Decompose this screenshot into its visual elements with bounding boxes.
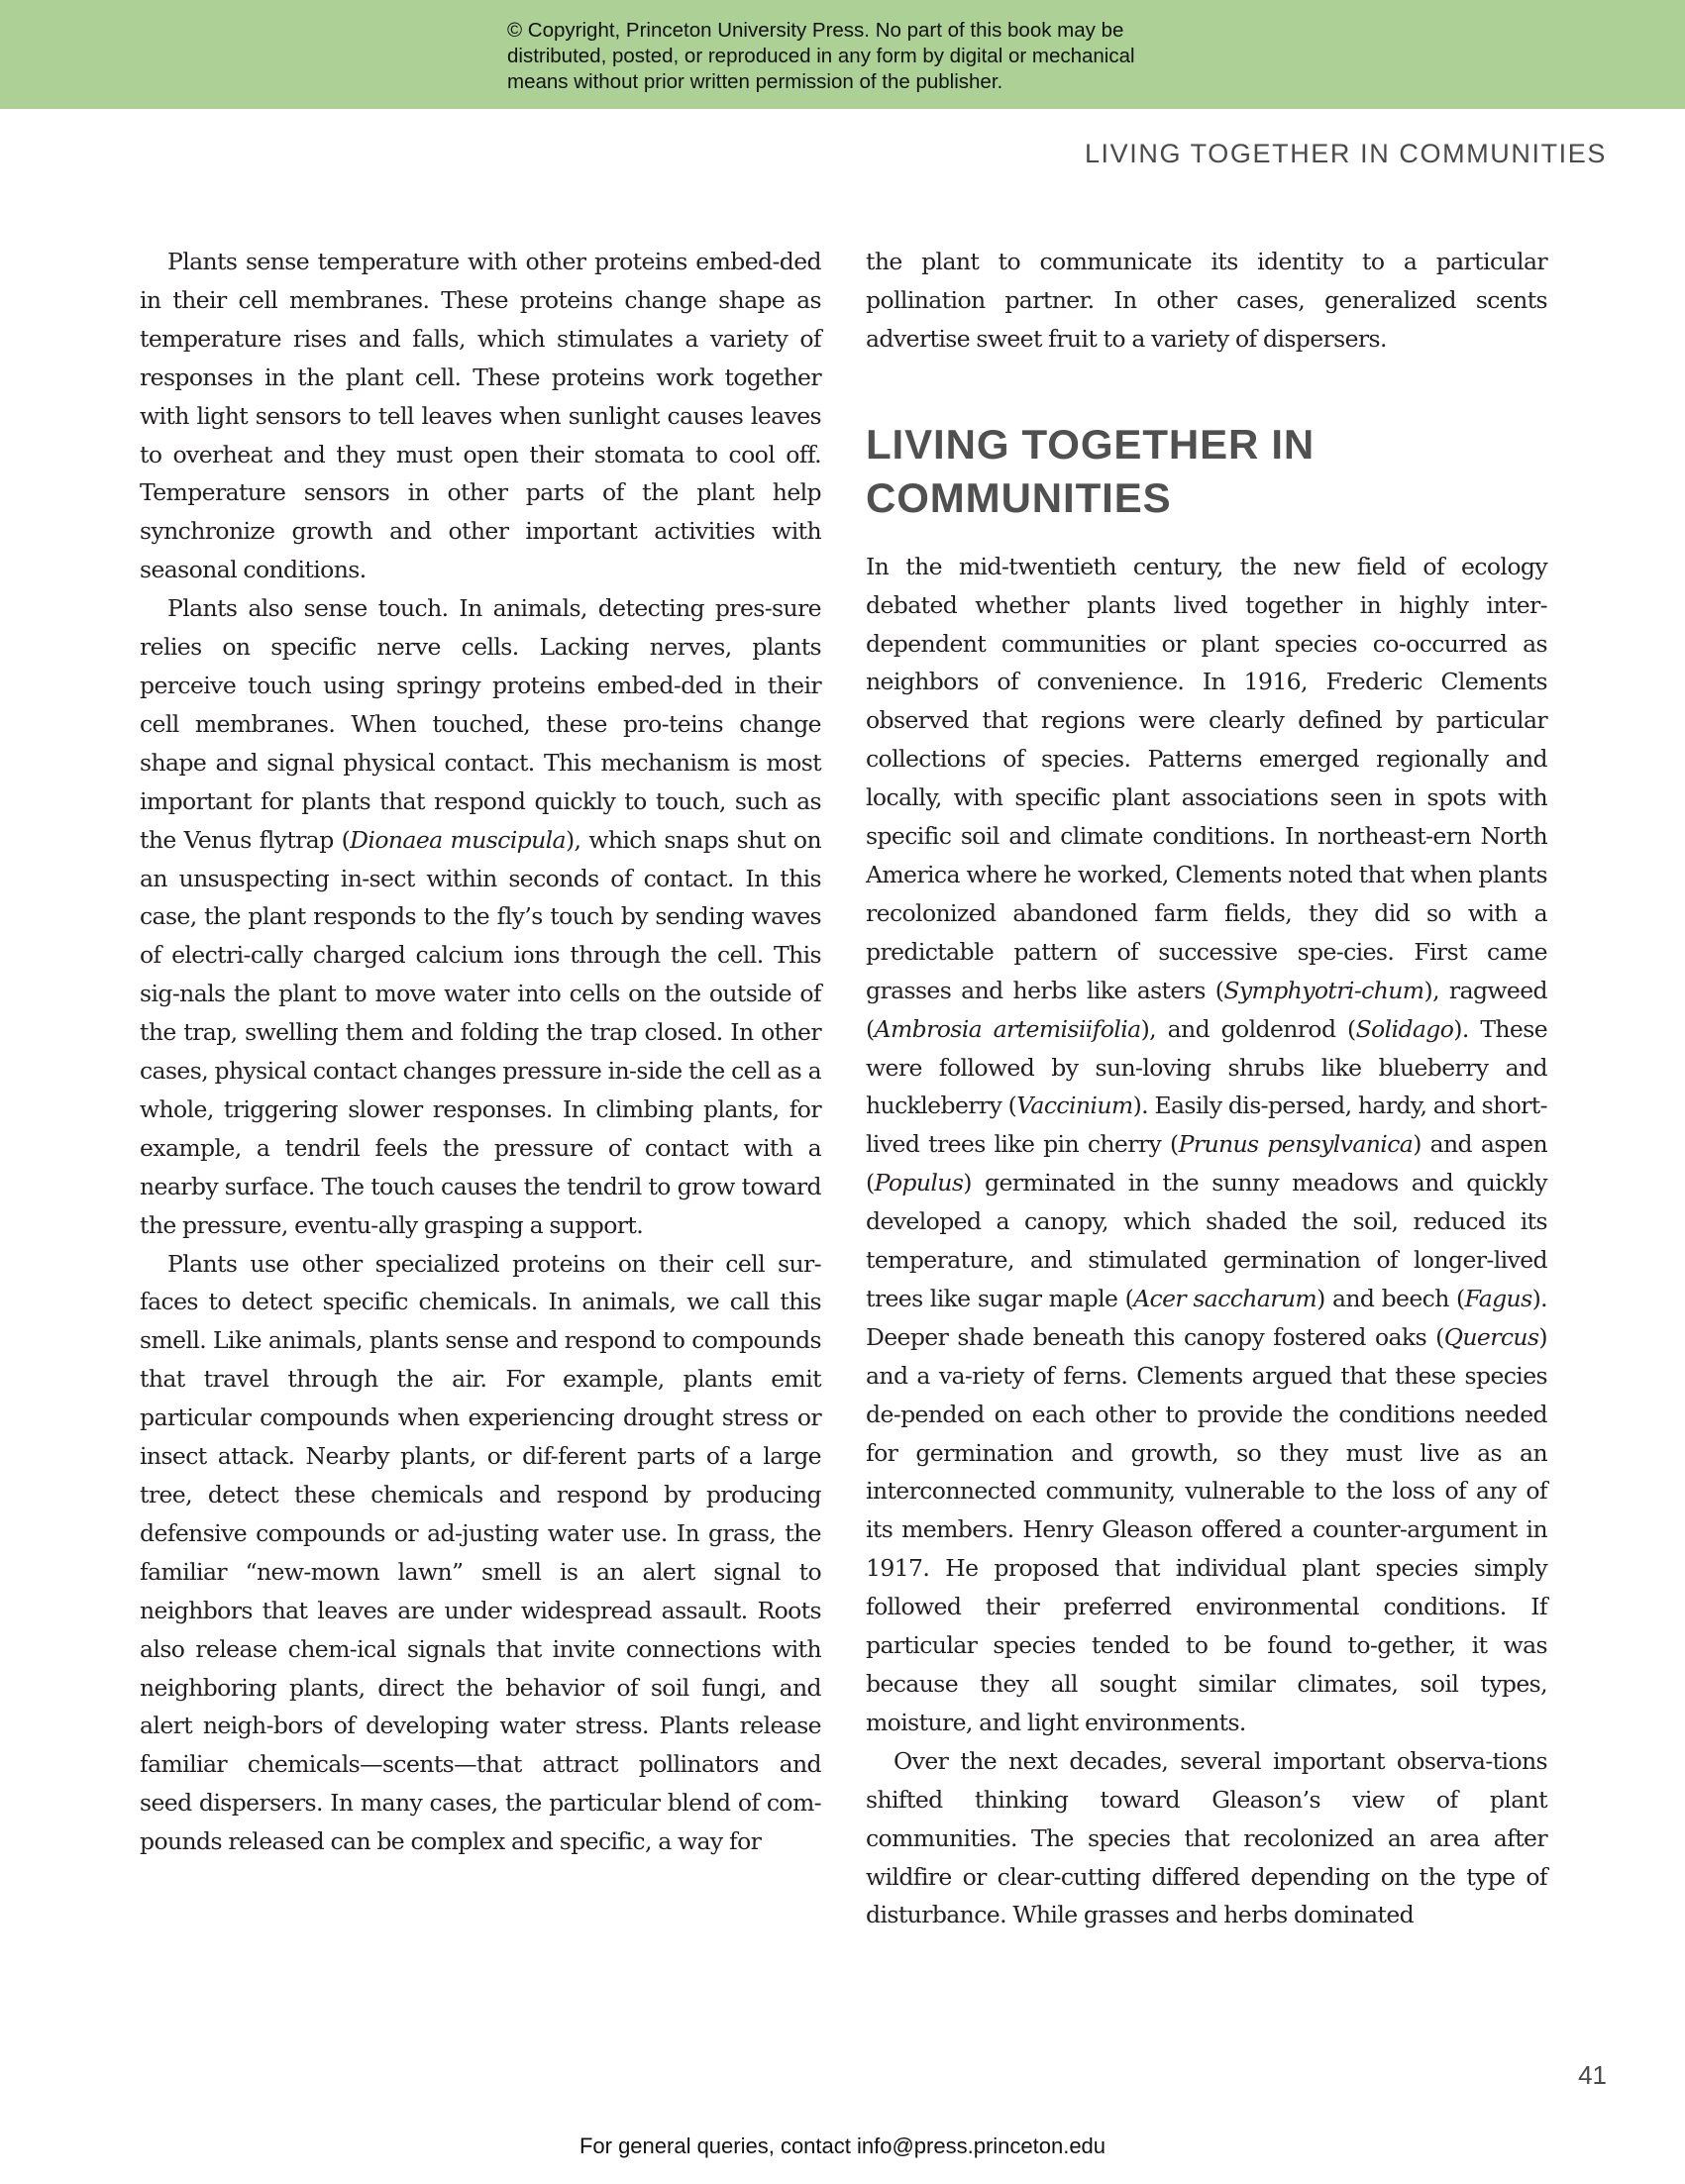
paragraph-chemicals: Plants use other specialized proteins on their cell sur-faces to detect specific chemicals. In animals, we call this smell. Like animals, plants sense and respond to compounds that travel through the air. For example, plants emit particular compounds when experiencing drought stress or insect attack. Nearby plants, or dif-ferent parts of a large tree, detect these chemicals and respond by producing defensive compounds or ad-justing water use. In grass, the familiar “new-mown lawn” smell is an alert signal to neighbors that leaves are under widespread assault. Roots also release chem-ical signals that invite connections with neighboring plants, direct the behavior of soil fungi, and alert neigh-bors of developing water stress. Plants release familiar chemicals—scents—that attract pollinators and seed dispersers. In many cases, the particular blend of com-pounds released can be complex and specific, a way for [140,1249,821,1856]
species-name: Ambrosia artemisiifolia [874,1014,1141,1043]
footer-contact: For general queries, contact info@press.princeton.edu [579,2133,1106,2158]
copyright-notice: © Copyright, Princeton University Press. No part of this book may be distributed, posted, or reproduced in any form by digital or mechanical means without prior written permission of the publisher. [507,19,1135,93]
species-name: Populus [874,1169,964,1197]
running-head: LIVING TOGETHER IN COMMUNITIES [1084,139,1607,168]
paragraph-continuation: the plant to communicate its identity to a particular pollination partner. In other cases, generalized scents advertise sweet fruit to a variety of dispersers. [866,248,1547,353]
copyright-banner [0,0,1685,109]
paragraph-gleason: Over the next decades, several important observa-tions shifted thinking toward Gleason’s view of plant communities. The species that recolonized an area after wildfire or clear-cutting differed depending on the type of disturbance. While grasses and herbs dominated [866,1746,1547,1929]
species-name: Prunus pensylvanica [1178,1130,1414,1159]
species-name: Fagus [1464,1284,1532,1312]
species-name: Vaccinium [1016,1092,1133,1120]
section-heading: LIVING TOGETHER IN COMMUNITIES [866,420,1316,521]
species-name: Acer saccharum [1133,1284,1317,1312]
species-name: Symphyotri-chum [1223,976,1424,1004]
paragraph-touch: Plants also sense touch. In animals, detecting pres-sure relies on specific nerve cells. Lacking nerves, plants perceive touch using springy proteins embed-ded in their cell membranes. When touched, these pro-teins change shape and signal physical contact. This mechanism is most important for plants that respond quickly to touch, such as the Venus flytrap (Dionaea muscipula), which snaps shut on an unsuspecting in-sect within seconds of contact. In this case, the plant responds to the fly’s touch by sending waves of electri-cally charged calcium ions through the cell. This sig-nals the plant to move water into cells on the outside of the trap, swelling them and folding the trap closed. In other cases, physical contact changes pressure in-side the cell as a whole, triggering slower responses. In climbing plants, for example, a tendril feels the pressure of contact with a nearby surface. The touch causes the tendril to grow toward the pressure, eventu-ally grasping a support. [140,594,822,1239]
species-name: Dionaea muscipula [350,825,566,854]
paragraph-ecology: In the mid-twentieth century, the new field of ecology debated whether plants lived together in highly inter-dependent communities or plant species co-occurred as neighbors of convenience. In 1916, Frederic Clements observed that regions were clearly defined by particular collections of species. Patterns emerged regionally and locally, with specific plant associations seen in spots with specific soil and climate conditions. In northeast-ern North America where he worked, Clements noted that when plants recolonized abandoned farm fields, they did so with a predictable pattern of successive spe-cies. First came grasses and herbs like asters (Symphyotri-chum), ragweed (Ambrosia artemisiifolia), and goldenrod (Solidago). These were followed by sun-loving shrubs like blueberry and huckleberry (Vaccinium). Easily dis-persed, hardy, and short-lived trees like pin cherry (Prunus pensylvanica) and aspen (Populus) germinated in the sunny meadows and quickly developed a canopy, which shaded the soil, reduced its temperature, and stimulated germination of longer-lived trees like sugar maple (Acer saccharum) and beech (Fagus). Deeper shade beneath this canopy fostered oaks (Quercus) and a va-riety of ferns. Clements argued that these species de-pended on each other to provide the conditions needed for germination and growth, so they must live as an interconnected community, vulnerable to the loss of any of its members. Henry Gleason offered a counter-argument in 1917. He proposed that individual plant species simply followed their preferred environmental conditions. If particular species tended to be found to-gether, it was because they all sought similar climates, soil types, moisture, and light environments. [866,552,1548,1736]
species-name: Solidago [1355,1014,1454,1043]
species-name: Quercus [1443,1322,1539,1351]
left-column [140,243,821,1861]
page-number: 41 [1578,2060,1607,2090]
right-column [866,243,1547,1934]
paragraph-temperature: Plants sense temperature with other proteins embed-ded in their cell membranes. These proteins change shape as temperature rises and falls, which stimulates a variety of responses in the plant cell. These proteins work together with light sensors to tell leaves when sunlight causes leaves to overheat and they must open their stomata to cool off. Temperature sensors in other parts of the plant help synchronize growth and other important activities with seasonal conditions. [140,248,821,584]
